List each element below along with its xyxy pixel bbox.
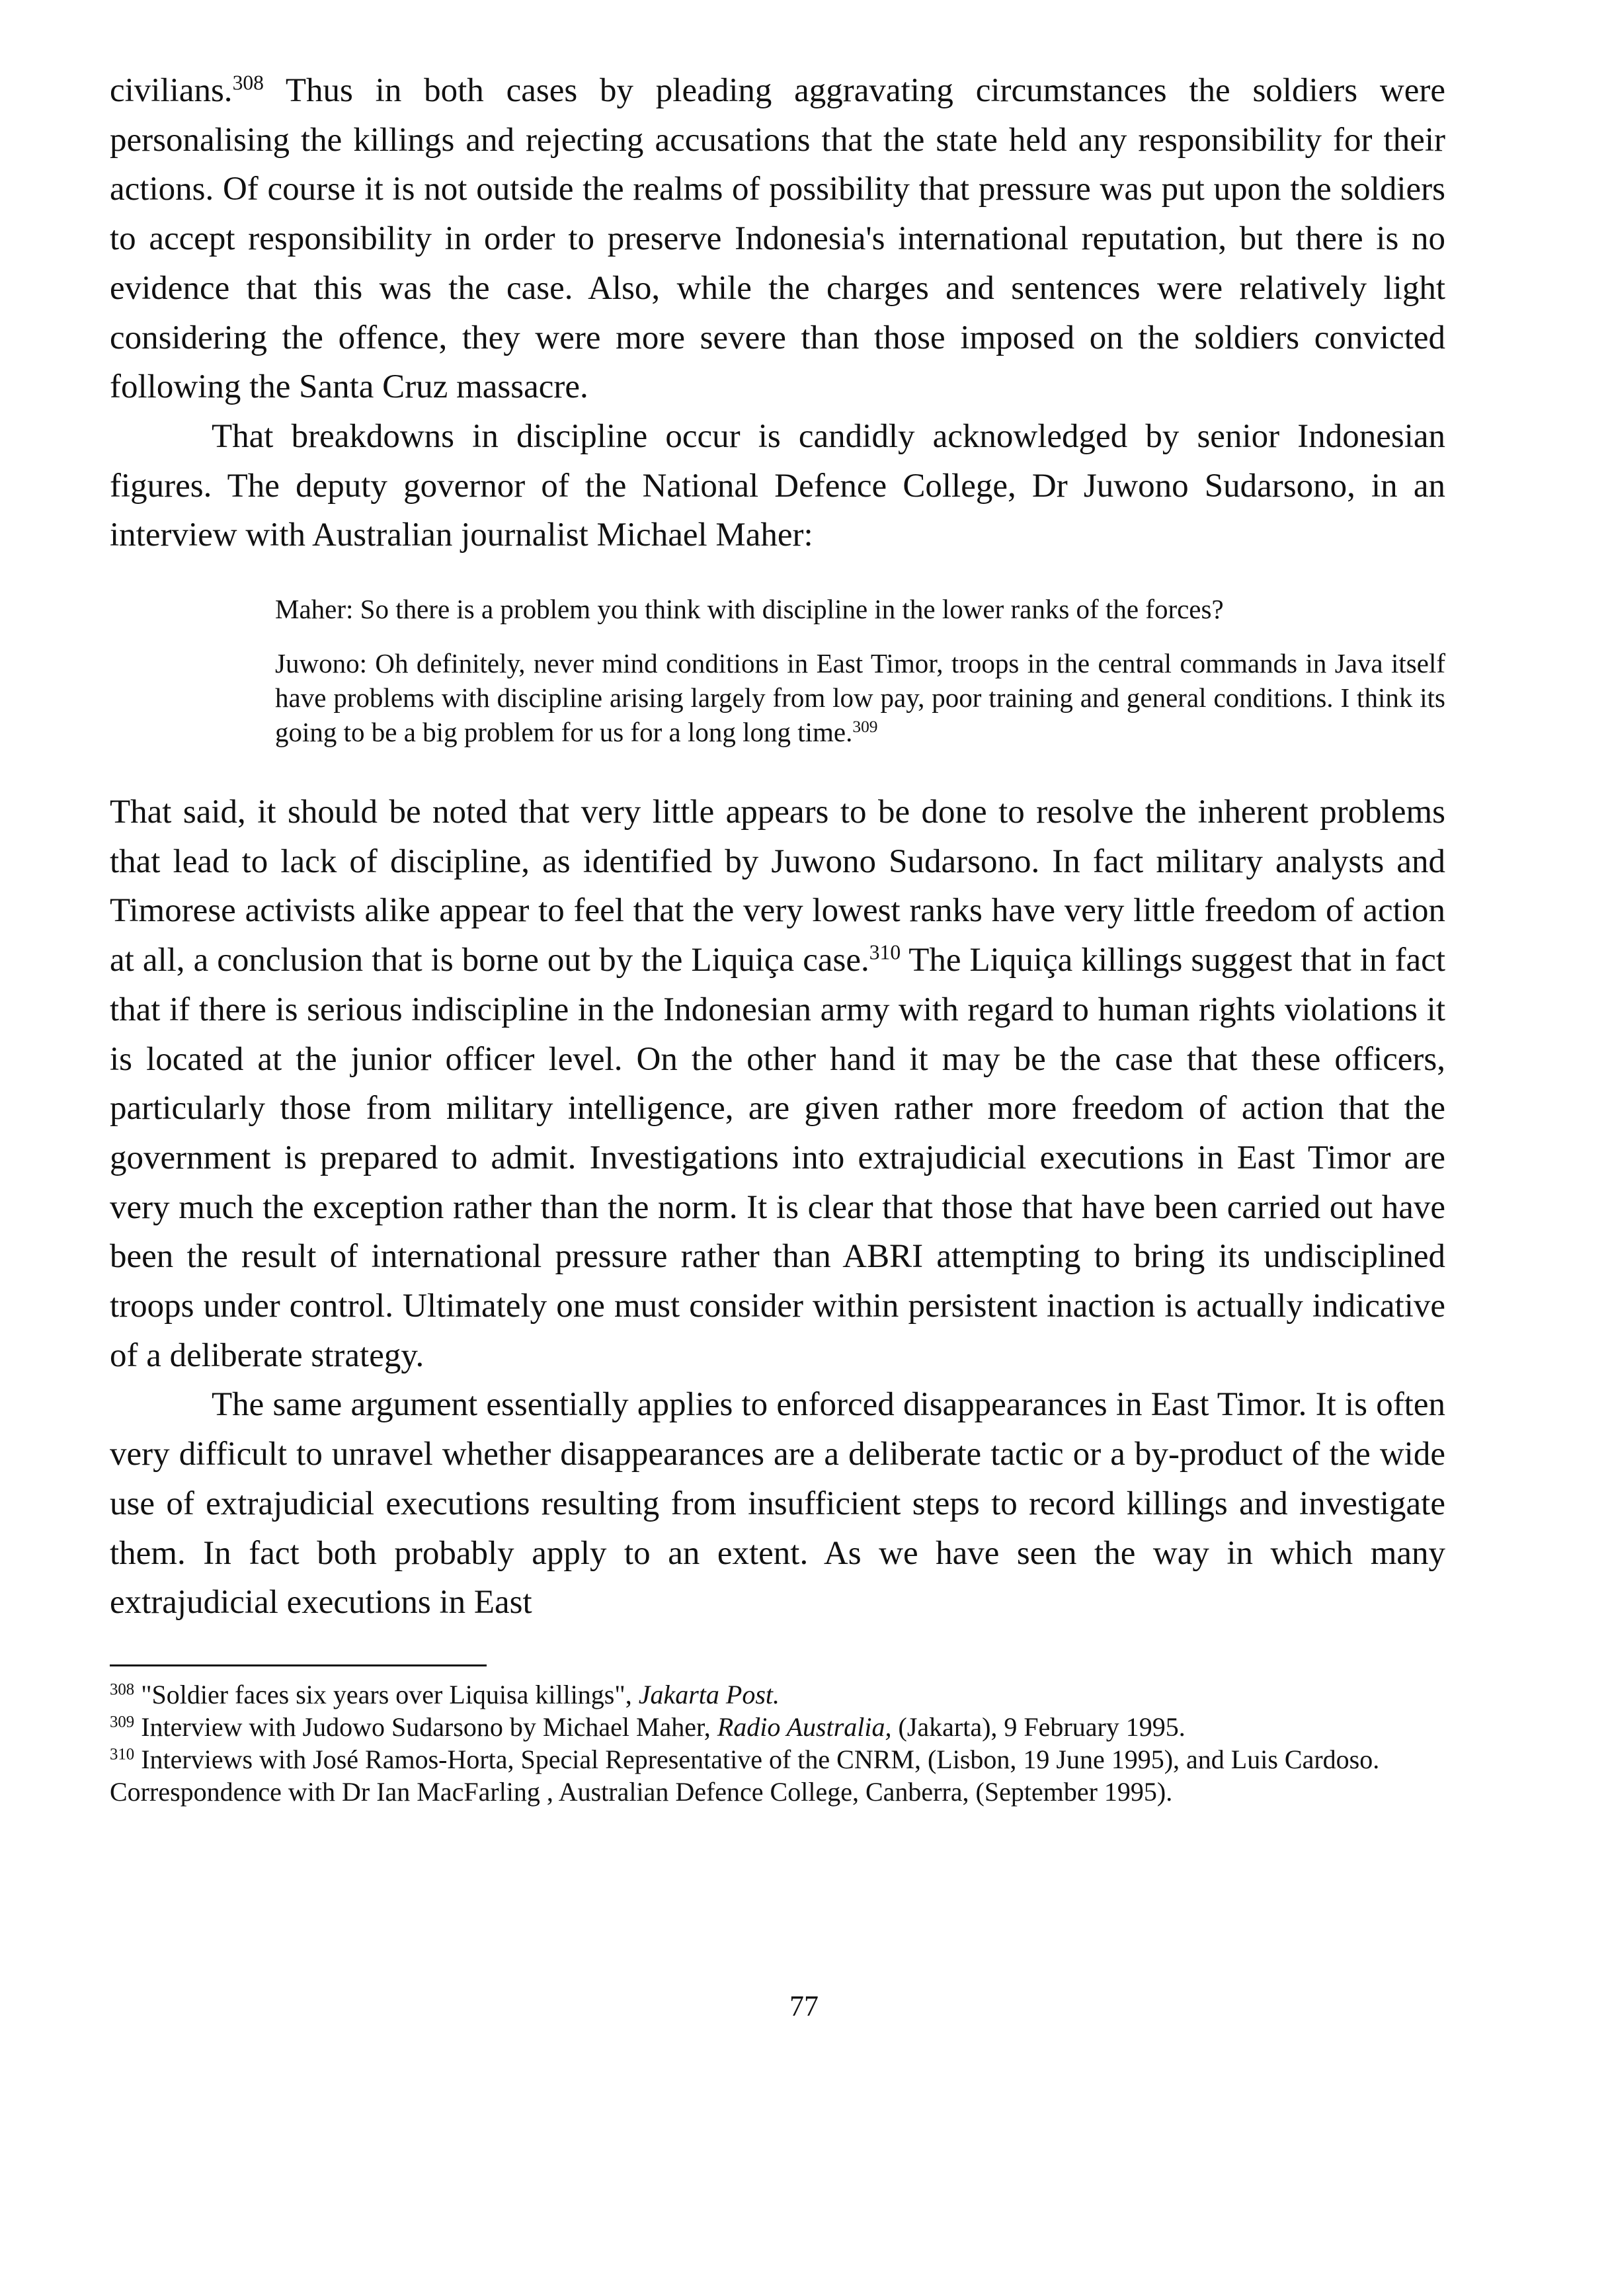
quote-maher-line: Maher: So there is a problem you think with discipline in the lower ranks of the forces? xyxy=(275,594,1224,625)
footnote-number-308: 308 xyxy=(110,1680,135,1699)
footnote-number-309: 309 xyxy=(110,1713,135,1731)
paragraph-1-text-rest: Thus in both cases by pleading aggravating circumstances the soldiers were personalising the killings and rejecting accusations that the state held any responsibility for their actions. Of course it is not outside the realms of possibility that pressure was put upon the soldiers to accept responsibility in order to preserve Indonesia's international reputation, but there is no evidence that this was the case. Also, while the charges and sentences were relatively light considering the offence, they were more severe than those imposed on the soldiers convicted following the Santa Cruz massacre. xyxy=(110,72,1445,406)
footnote-ref-308[interactable]: 308 xyxy=(232,71,264,95)
footnote-separator-rule xyxy=(110,1664,487,1666)
footnote-309-text-start: Interview with Judowo Sudarsono by Michael Maher, xyxy=(134,1711,717,1742)
paragraph-1-text-start: civilians. xyxy=(110,72,233,109)
quote-juwono-line xyxy=(275,646,1445,749)
paragraph-3-text-rest: The Liquiça killings suggest that in fact that if there is serious indiscipline in the Indonesian army with regard to human rights violations it is located at the junior officer level. On the other hand it may be the case that these officers, particularly those from military intelligence, are given rather more freedom of action that the government is prepared to admit. Investigations into extrajudicial executions in East Timor are very much the exception rather than the norm. It is clear that those that have been carried out have been the result of international pressure rather than ABRI attempting to bring its undisciplined troops under control. Ultimately one must consider within persistent inaction is actually indicative of a deliberate strategy. xyxy=(110,942,1445,1374)
page-number: 77 xyxy=(789,1990,819,2022)
footnote-309 xyxy=(110,1711,1445,1743)
footnote-ref-310[interactable]: 310 xyxy=(869,940,901,964)
footnote-309-text-end: (Jakarta), 9 February 1995. xyxy=(891,1711,1186,1742)
interview-block-quote xyxy=(275,592,1445,749)
footnote-310-text: Interviews with José Ramos-Horta, Special Representative of the CNRM, (Lisbon, 19 June 1995), and Luis Cardoso. Correspondence with Dr Ian MacFarling , Australian Defence College, Canberra, (September 1995). xyxy=(110,1744,1380,1807)
body-paragraph-2: That breakdowns in discipline occur is candidly acknowledged by senior Indonesian figures. The deputy governor of the National Defence College, Dr Juwono Sudarsono, in an interview with Australian journalist Michael Maher: xyxy=(110,417,1445,554)
quote-juwono-text: Juwono: Oh definitely, never mind conditions in East Timor, troops in the central commands in Java itself have problems with discipline arising largely from low pay, poor training and general conditions. I think its going to be a big problem for us for a long long time. xyxy=(275,648,1445,748)
footnote-308-source: Jakarta Post. xyxy=(638,1679,780,1709)
body-paragraph-3 xyxy=(110,788,1445,1380)
body-paragraph-4: The same argument essentially applies to enforced disappearances in East Timor. It is often very difficult to unravel whether disappearances are a deliberate tactic or a by-product of the wide use of extrajudicial executions resulting from insufficient steps to record killings and investigate them. In fact both probably apply to an extent. As we have seen the way in which many extrajudicial executions in East xyxy=(110,1386,1445,1621)
document-page xyxy=(110,66,1445,1808)
paragraph-3-text-start: That said, it should be noted that very little appears to be done to resolve the inherent problems that lead to lack of discipline, as identified by Juwono Sudarsono. In fact military analysts and Timorese activists alike appear to feel that the very lowest ranks have very little freedom of action at all, a conclusion that is borne out by the Liquiça case. xyxy=(110,794,1445,979)
footnote-308 xyxy=(110,1678,1445,1711)
footnote-308-text: "Soldier faces six years over Liquisa killings", xyxy=(134,1679,639,1709)
footnote-310 xyxy=(110,1743,1445,1808)
footnote-ref-309[interactable]: 309 xyxy=(852,718,878,737)
footnote-number-310: 310 xyxy=(110,1745,135,1764)
body-paragraph-1 xyxy=(110,66,1445,412)
footnote-309-source: Radio Australia, xyxy=(717,1711,892,1742)
